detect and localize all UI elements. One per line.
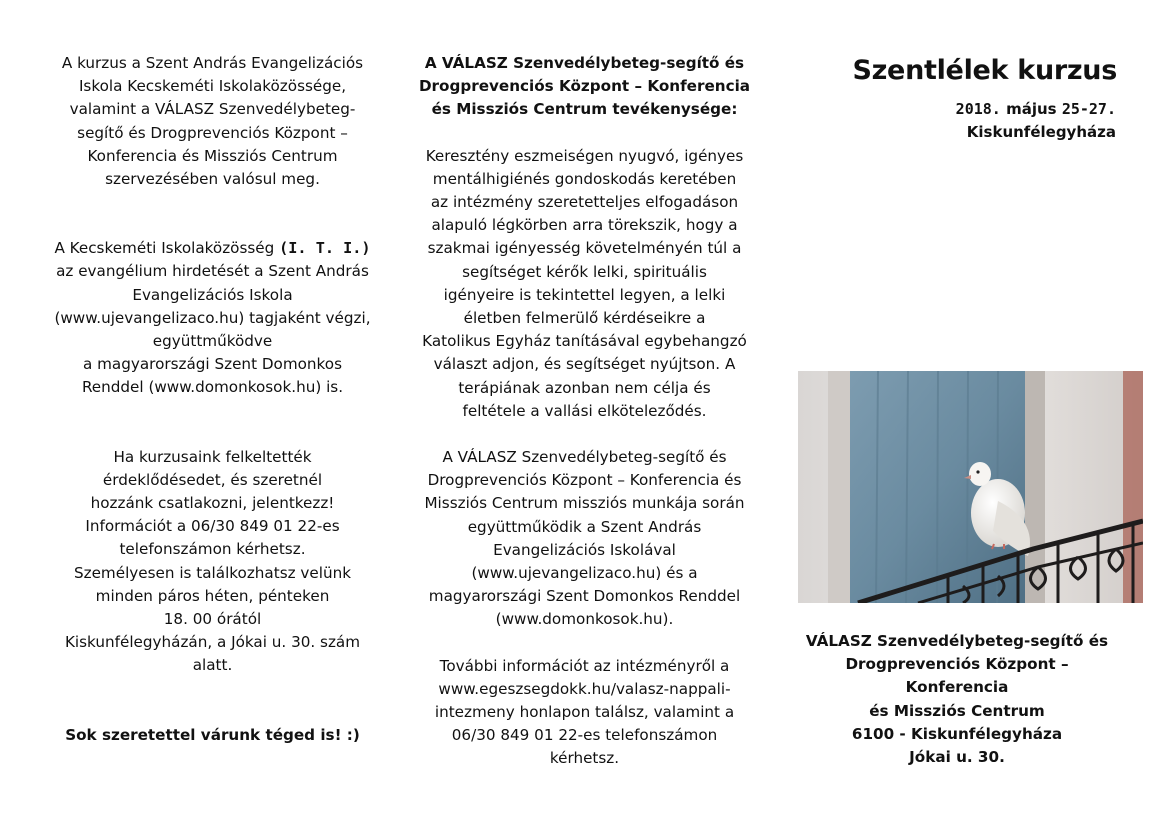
community-intro: A Kecskeméti Iskolaközösség [54,239,280,258]
course-date-year: 2018. [955,100,1001,118]
community-abbreviation: (I. T. I.) [279,239,371,258]
cover-date-block [956,98,1116,144]
organization-address-text: VÁLASZ Szenvedélybeteg-segítő és Drogprevenciós Központ – Konferencia és Missziós Centrum 6100 - Kiskunfélegyháza Jókai u. 30. [805,632,1109,767]
activity-heading: A VÁLASZ Szenvedélybeteg-segítő és Drogprevenciós Központ – Konferencia és Missziós Centrum tevékenysége: [418,54,751,119]
join-info-paragraph: Ha kurzusaink felkeltették érdeklődésedet, és szeretnél hozzánk csatlakozni, jelentkezz! Információt a 06/30 849 01 22-es telefonszámon kérhetsz. Személyesen is találkozhatsz velünk minden páros héten, pénteken 18. 00 órától Kiskunfélegyházán, a Jókai u. 30. szám alatt. [64,447,361,675]
organization-address [798,630,1116,769]
course-date-days: 25-27. [1061,100,1116,118]
course-date-month: május [1006,100,1057,118]
course-place: Kiskunfélegyháza [966,123,1116,141]
course-date [956,98,1116,121]
closing-line: Sok szeretettel várunk téged is! :) [65,725,360,744]
more-info-paragraph: További információt az intézményről a www.egeszsegdokk.hu/valasz-nappali- intezmeny honlapon találsz, valamint a 06/30 849 01 22-es telefonszámon kérhetsz. [434,656,735,768]
course-organizer-paragraph: A kurzus a Szent András Evangelizációs Iskola Kecskeméti Iskolaközössége, valamint a VÁLASZ Szenvedélybeteg- segítő és Drogprevenciós Központ – Konferencia és Missziós Centrum szervezésében valósul meg. [61,54,364,189]
dove-photo-svg [798,371,1143,603]
left-column [40,52,385,747]
community-paragraph [40,237,385,399]
cooperation-paragraph: A VÁLASZ Szenvedélybeteg-segítő és Drogprevenciós Központ – Konferencia és Missziós Centrum missziós munkája során együttműködik a Szent András Evangelizációs Iskolával (www.ujevangelizaco.hu) és a magyarországi Szent Domonkos Renddel (www.domonkosok.hu). [424,448,745,629]
dove-on-railing-photo [798,371,1143,603]
cover-title: Szentlélek kurzus [852,55,1117,86]
middle-column [412,52,757,771]
community-description: az evangélium hirdetését a Szent András Evangelizációs Iskola (www.ujevangelizaco.hu) tagjaként végzi, együttműködve a magyarországi Szent Domonkos Renddel (www.domonkosok.hu) is. [54,262,371,397]
mission-paragraph: Keresztény eszmeiségen nyugvó, igényes mentálhigiénés gondoskodás keretében az intézmény szeretetteljes elfogadáson alapuló légkörben arra törekszik, hogy a szakmai igényesség követelményén túl a segítséget kérők lelki, spirituális igényeire is tekintettel legyen, a lelki életben felmerülő kérdéseikre a Katolikus Egyház tanításával egybehangzó választ adjon, és segítséget nyújtson. A terápiának azonban nem célja és feltétele a vallási elköteleződés. [422,146,747,420]
